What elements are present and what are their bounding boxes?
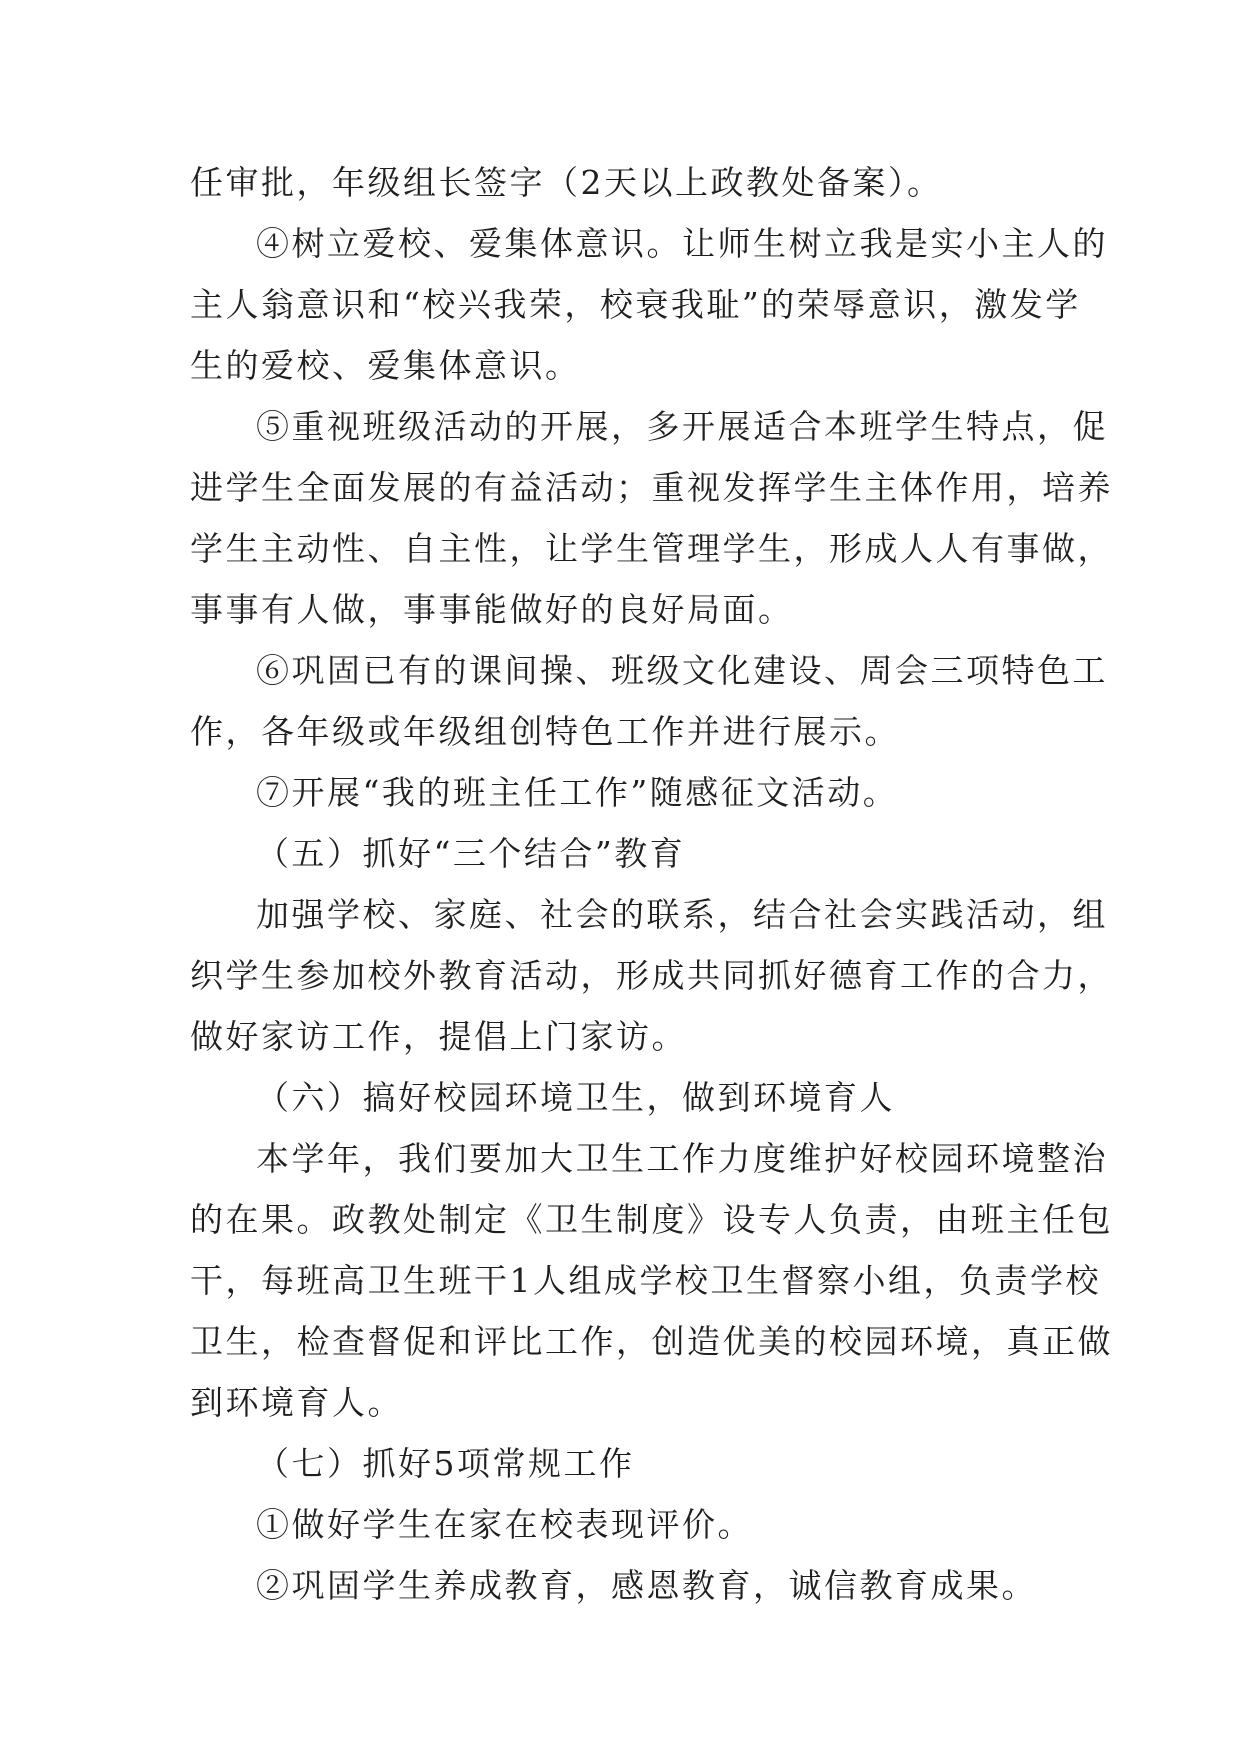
paragraph-start-line: ②巩固学生养成教育，感恩教育，诚信教育成果。 bbox=[256, 1566, 1037, 1605]
text-line: 到环境育人。 bbox=[190, 1383, 403, 1422]
paragraph-start-line: 加强学校、家庭、社会的联系，结合社会实践活动，组 bbox=[256, 895, 1108, 934]
text-line: 主人翁意识和“校兴我荣，校衰我耻”的荣辱意识，激发学 bbox=[190, 285, 1081, 324]
paragraph-start-line: ④树立爱校、爱集体意识。让师生树立我是实小主人的 bbox=[256, 224, 1108, 263]
text-line: 事事有人做，事事能做好的良好局面。 bbox=[190, 590, 794, 629]
text-line: 的在果。政教处制定《卫生制度》设专人负责，由班主任包 bbox=[190, 1200, 1113, 1239]
text-line: 生的爱校、爱集体意识。 bbox=[190, 346, 581, 385]
paragraph-start-line: ①做好学生在家在校表现评价。 bbox=[256, 1505, 753, 1544]
document-body bbox=[190, 152, 1113, 1616]
section-heading: （五）抓好“三个结合”教育 bbox=[256, 834, 686, 873]
paragraph-start-line: 本学年，我们要加大卫生工作力度维护好校园环境整治 bbox=[256, 1139, 1108, 1178]
paragraph-start-line: ⑤重视班级活动的开展，多开展适合本班学生特点，促 bbox=[256, 407, 1108, 446]
text-line: 做好家访工作，提倡上门家访。 bbox=[190, 1017, 687, 1056]
paragraph-start-line: ⑥巩固已有的课间操、班级文化建设、周会三项特色工 bbox=[256, 651, 1108, 690]
paragraph-start-line: ⑦开展“我的班主任工作”随感征文活动。 bbox=[256, 773, 899, 812]
text-line: 卫生，检查督促和评比工作，创造优美的校园环境，真正做 bbox=[190, 1322, 1113, 1361]
section-heading: （七）抓好5项常规工作 bbox=[256, 1444, 635, 1483]
section-heading: （六）搞好校园环境卫生，做到环境育人 bbox=[256, 1078, 895, 1117]
text-line: 作，各年级或年级组创特色工作并进行展示。 bbox=[190, 712, 900, 751]
text-line: 织学生参加校外教育活动，形成共同抓好德育工作的合力， bbox=[190, 956, 1113, 995]
text-line: 学生主动性、自主性，让学生管理学生，形成人人有事做， bbox=[190, 529, 1113, 568]
text-line: 干，每班高卫生班干1人组成学校卫生督察小组，负责学校 bbox=[190, 1261, 1101, 1300]
text-line: 进学生全面发展的有益活动；重视发挥学生主体作用，培养 bbox=[190, 468, 1113, 507]
text-line: 任审批，年级组长签字（2天以上政教处备案）。 bbox=[190, 163, 943, 202]
